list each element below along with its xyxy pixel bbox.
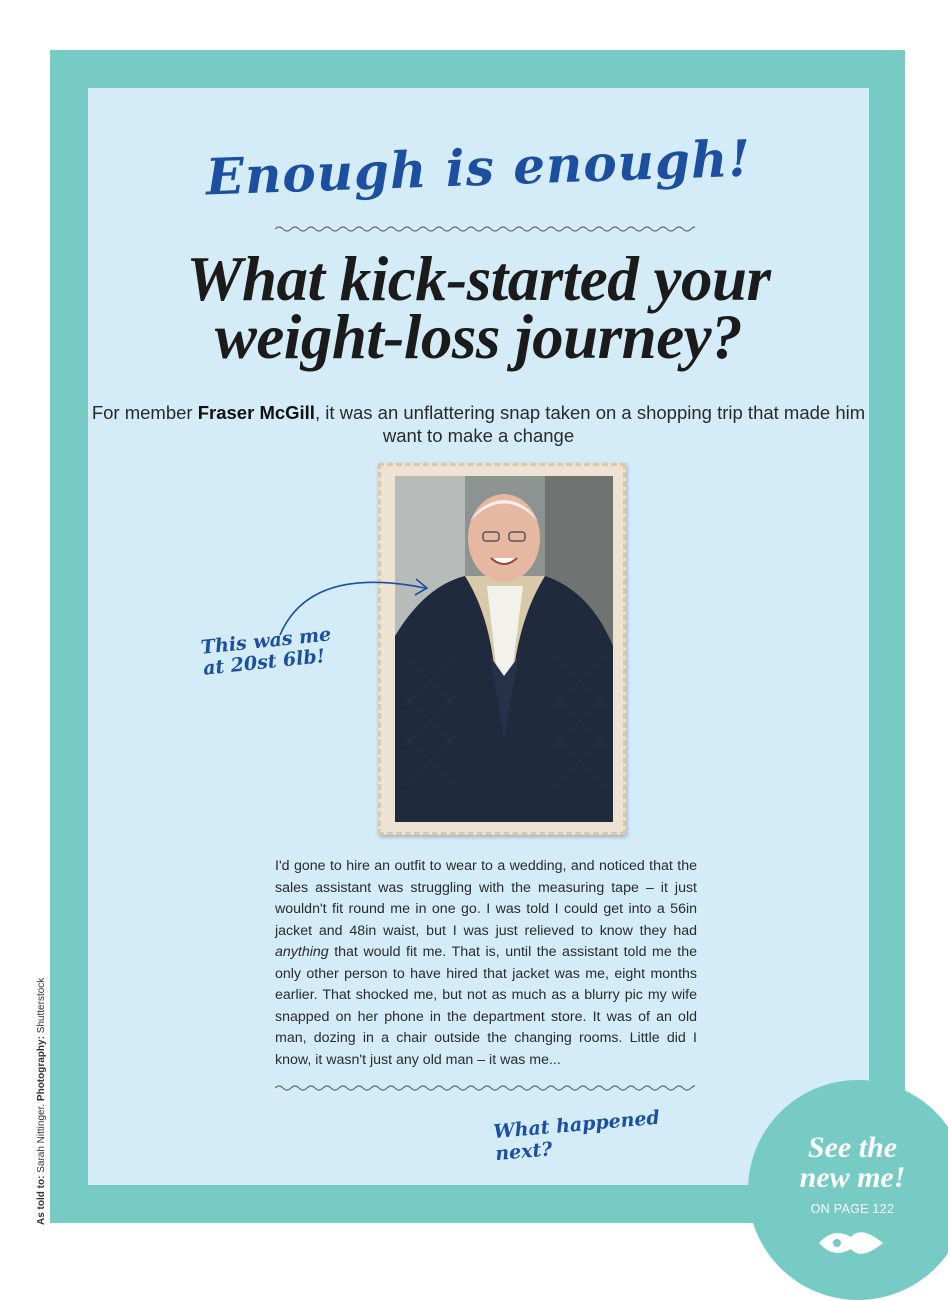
credit-told-label: As told to: (36, 1175, 47, 1225)
wavy-divider-icon (275, 224, 695, 234)
photo-caption: This was me at 20st 6lb! (199, 623, 333, 680)
page-headline: What kick-started your weight-loss journey? (186, 244, 771, 372)
body-text (275, 856, 697, 1071)
credit-photo-label: Photography: (36, 1036, 47, 1102)
kicker-title: Enough is enough! (204, 128, 753, 207)
body-part-1: I'd gone to hire an outfit to wear to a wedding, and noticed that the sales assistant was struggling with the measuring tape – it just wouldn't fit round me in one go. I was told I could get into a 56in jacket and 48in waist, but I was just relieved to know they had (275, 858, 697, 939)
body-emphasis: anything (275, 944, 329, 960)
standfirst (88, 401, 869, 447)
credit-photo-value: Shutterstock (36, 977, 47, 1037)
wavy-divider-icon (275, 1083, 695, 1093)
standfirst-before: For member (91, 402, 198, 423)
credits (36, 978, 47, 1225)
badge-title: See the new me! (799, 1131, 906, 1194)
badge-page-ref: ON PAGE 122 (810, 1202, 895, 1216)
member-name: Fraser McGill (197, 402, 315, 423)
what-happened-next: What happened next? (492, 1106, 661, 1166)
standfirst-after: , it was an unflattering snap taken on a shopping trip that made him want to make a change (314, 402, 866, 446)
body-part-2: that would fit me. That is, until the assistant told me the only other person to have hired that jacket was me, eight months earlier. That shocked me, but not as much as a blurry pic my wife snapped on her phone in the department store. It was of an old man, dozing in a chair outside the changing rooms. Little did I know, it wasn't just any old man – it was me... (275, 944, 697, 1068)
credit-told-value: Sarah Nittinger. (36, 1101, 47, 1176)
member-photo (395, 476, 613, 822)
page-arrow-icon (817, 1225, 887, 1261)
